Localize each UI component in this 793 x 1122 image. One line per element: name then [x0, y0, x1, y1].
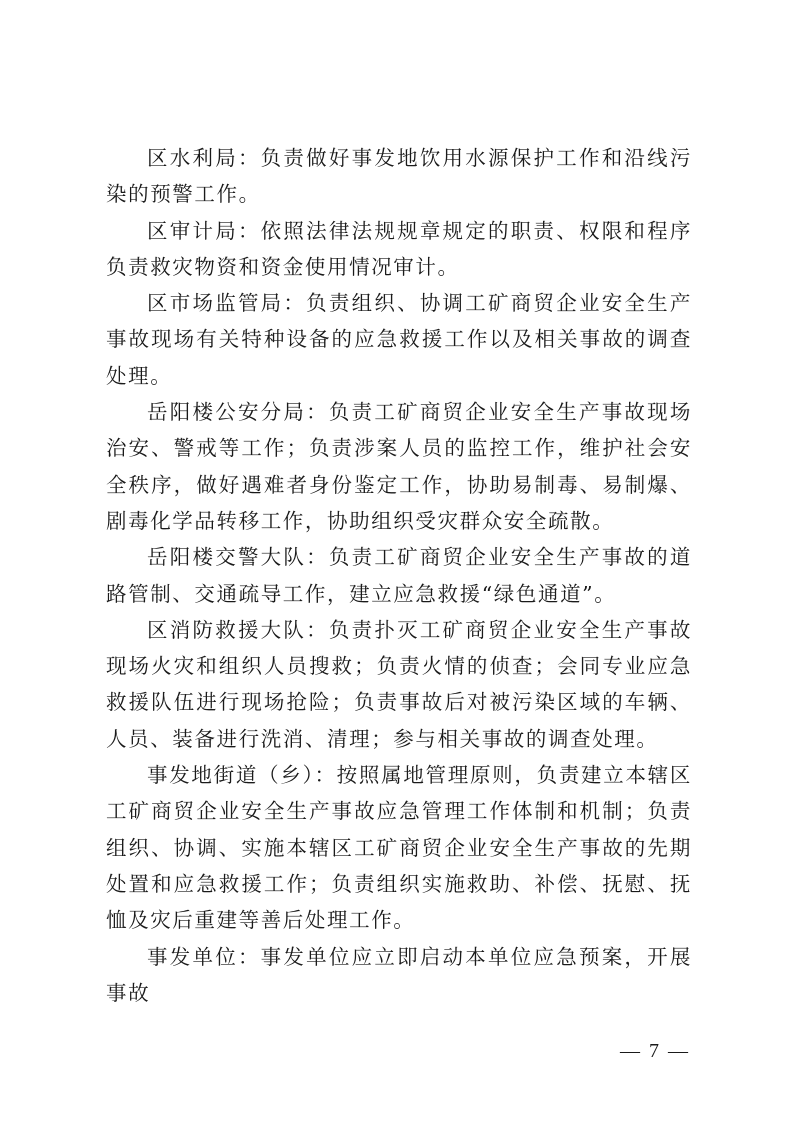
paragraph-public-security-branch: 岳阳楼公安分局：负责工矿商贸企业安全生产事故现场治安、警戒等工作；负责涉案人员的监控工作，维护社会安全秩序，做好遇难者身份鉴定工作，协助易制毒、易制爆、剧毒化学品转移工作，协助组织受灾群众安全疏散。 [106, 400, 692, 533]
paragraph-traffic-police-brigade: 岳阳楼交警大队：负责工矿商贸企业安全生产事故的道路管制、交通疏导工作，建立应急救援“绿色通道”。 [106, 545, 692, 606]
paragraph-water-resources-bureau: 区水利局：负责做好事发地饮用水源保护工作和沿线污染的预警工作。 [106, 146, 692, 207]
paragraph-incident-unit: 事发单位：事发单位应立即启动本单位应急预案，开展事故 [106, 944, 692, 1005]
paragraph-audit-bureau: 区审计局：依照法律法规规章规定的职责、权限和程序负责救灾物资和资金使用情况审计。 [106, 218, 692, 279]
body-text [106, 140, 692, 1011]
page-number: — 7 — [620, 1040, 690, 1062]
paragraph-street-township: 事发地街道（乡）：按照属地管理原则，负责建立本辖区工矿商贸企业安全生产事故应急管理工作体制和机制；负责组织、协调、实施本辖区工矿商贸企业安全生产事故的先期处置和应急救援工作；负责组织实施救助、补偿、抚慰、抚恤及灾后重建等善后处理工作。 [106, 763, 692, 933]
paragraph-fire-rescue-brigade: 区消防救援大队：负责扑灭工矿商贸企业安全生产事故现场火灾和组织人员搜救；负责火情的侦查；会同专业应急救援队伍进行现场抢险；负责事故后对被污染区域的车辆、人员、装备进行洗消、清理；参与相关事故的调查处理。 [106, 617, 692, 751]
paragraph-market-supervision-bureau: 区市场监管局：负责组织、协调工矿商贸企业安全生产事故现场有关特种设备的应急救援工作以及相关事故的调查处理。 [106, 291, 692, 388]
